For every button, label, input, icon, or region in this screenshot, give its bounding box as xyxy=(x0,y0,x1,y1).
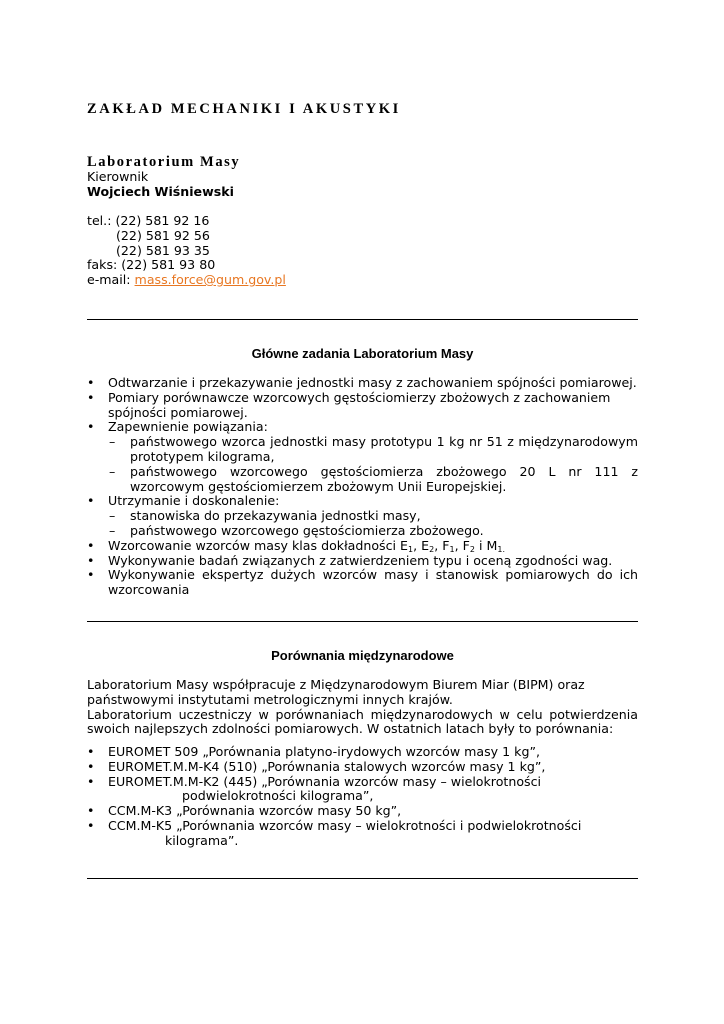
paragraph-line: państwowymi instytutami metrologicznymi innych krajów. xyxy=(87,691,453,707)
list-item: • CCM.M-K5 „Porównania wzorców masy – wielokrotności i podwielokrotności xyxy=(87,819,638,834)
list-item: • Wykonywanie badań związanych z zatwierdzeniem typu i oceną zgodności wag. xyxy=(87,554,638,569)
divider xyxy=(87,319,638,320)
list-item: • EUROMET.M.M-K4 (510) „Porównania stalowych wzorców masy 1 kg”, xyxy=(87,760,638,775)
list-item: • EUROMET 509 „Porównania platyno-irydowych wzorców masy 1 kg”, xyxy=(87,745,638,760)
sub-item-text: państwowego wzorcowego gęstościomierza zbożowego 20 L nr 111 z wzorcowym gęstościomierzem zbożowym Unii Europejskiej. xyxy=(130,463,638,494)
email-line xyxy=(87,273,286,288)
fax-line xyxy=(87,258,286,273)
list-item: • CCM.M-K3 „Porównania wzorców masy 50 kg”, xyxy=(87,804,638,819)
divider xyxy=(87,621,638,622)
paragraph-line: Laboratorium Masy współpracuje z Międzynarodowym Biurem Miar (BIPM) oraz xyxy=(87,677,585,692)
laboratory-title: Laboratorium Masy xyxy=(87,154,241,170)
accuracy-class: $E_2$, xyxy=(421,537,439,554)
accuracy-class: $F_2$ i xyxy=(462,537,483,554)
list-item xyxy=(87,539,638,554)
list-item-continuation: podwielokrotności kilograma”, xyxy=(182,788,374,804)
phone-number: (22) 581 92 16 xyxy=(115,213,210,228)
tel-label: tel.: xyxy=(87,213,112,228)
phone-number: (22) 581 92 56 xyxy=(116,227,210,243)
list-item: • Pomiary porównawcze wzorcowych gęstościomierzy zbożowych z zachowaniem spójności pomiarowej. xyxy=(87,391,638,421)
role-label: Kierownik xyxy=(87,169,149,184)
list-item: • Utrzymanie i doskonalenie: xyxy=(87,494,638,509)
fax-number: (22) 581 93 80 xyxy=(121,257,216,273)
sub-list-item: – państwowego wzorcowego gęstościomierza zbożowego 20 L nr 111 z wzorcowym gęstościomierzem zbożowym Unii Europejskiej. xyxy=(109,463,638,494)
paragraph xyxy=(87,678,638,737)
sub-list-item: – stanowiska do przekazywania jednostki masy, xyxy=(109,508,421,524)
sub-list-item: – państwowego wzorca jednostki masy prototypu 1 kg nr 51 z międzynarodowym prototypem kilograma, xyxy=(109,434,638,464)
list-item-continuation: kilograma”. xyxy=(165,832,239,848)
comparisons-list xyxy=(87,745,638,849)
sub-item-text: stanowiska do przekazywania jednostki masy, xyxy=(130,508,421,524)
item-text: Wzorcowanie wzorców masy klas dokładności xyxy=(108,537,397,553)
tasks-heading: Główne zadania Laboratorium Masy xyxy=(251,346,474,361)
sub-list-item: – państwowego wzorcowego gęstościomierza zbożowego. xyxy=(109,522,484,538)
accuracy-class: $M_{1.}$ xyxy=(486,537,505,554)
list-item: • EUROMET.M.M-K2 (445) „Porównania wzorców masy – wielokrotności xyxy=(87,775,638,790)
sub-item-text: państwowego wzorca jednostki masy prototypu 1 kg nr 51 z międzynarodowym prototypem kilograma, xyxy=(130,434,638,464)
head-name: Wojciech Wiśniewski xyxy=(87,184,234,199)
email-link[interactable]: mass.force@gum.gov.pl xyxy=(134,272,286,288)
sub-item-text: państwowego wzorcowego gęstościomierza zbożowego. xyxy=(130,522,484,538)
phone-number: (22) 581 93 35 xyxy=(116,242,210,258)
email-label: e-mail: xyxy=(87,272,131,288)
accuracy-class: $F_1$, xyxy=(442,537,459,554)
divider xyxy=(87,878,638,879)
phone-line-1 xyxy=(87,214,286,229)
list-item: • Zapewnienie powiązania: xyxy=(87,420,638,435)
list-item: • Wykonywanie ekspertyz dużych wzorców masy i stanowisk pomiarowych do ich wzorcowania xyxy=(87,568,638,598)
paragraph-text: Laboratorium uczestniczy w porównaniach międzynarodowych w celu potwierdzenia swoich najlepszych zdolności pomiarowych. W ostatnich latach były to porównania: xyxy=(87,706,638,737)
comparisons-heading: Porównania międzynarodowe xyxy=(271,648,454,663)
list-item: • Odtwarzanie i przekazywanie jednostki masy z zachowaniem spójności pomiarowej. xyxy=(87,376,638,391)
accuracy-class: $E_1$, xyxy=(400,537,418,554)
tasks-list xyxy=(87,376,638,598)
department-title: ZAKŁAD MECHANIKI I AKUSTYKI xyxy=(87,101,401,117)
fax-label: faks: xyxy=(87,257,118,273)
contact-block xyxy=(87,214,286,288)
